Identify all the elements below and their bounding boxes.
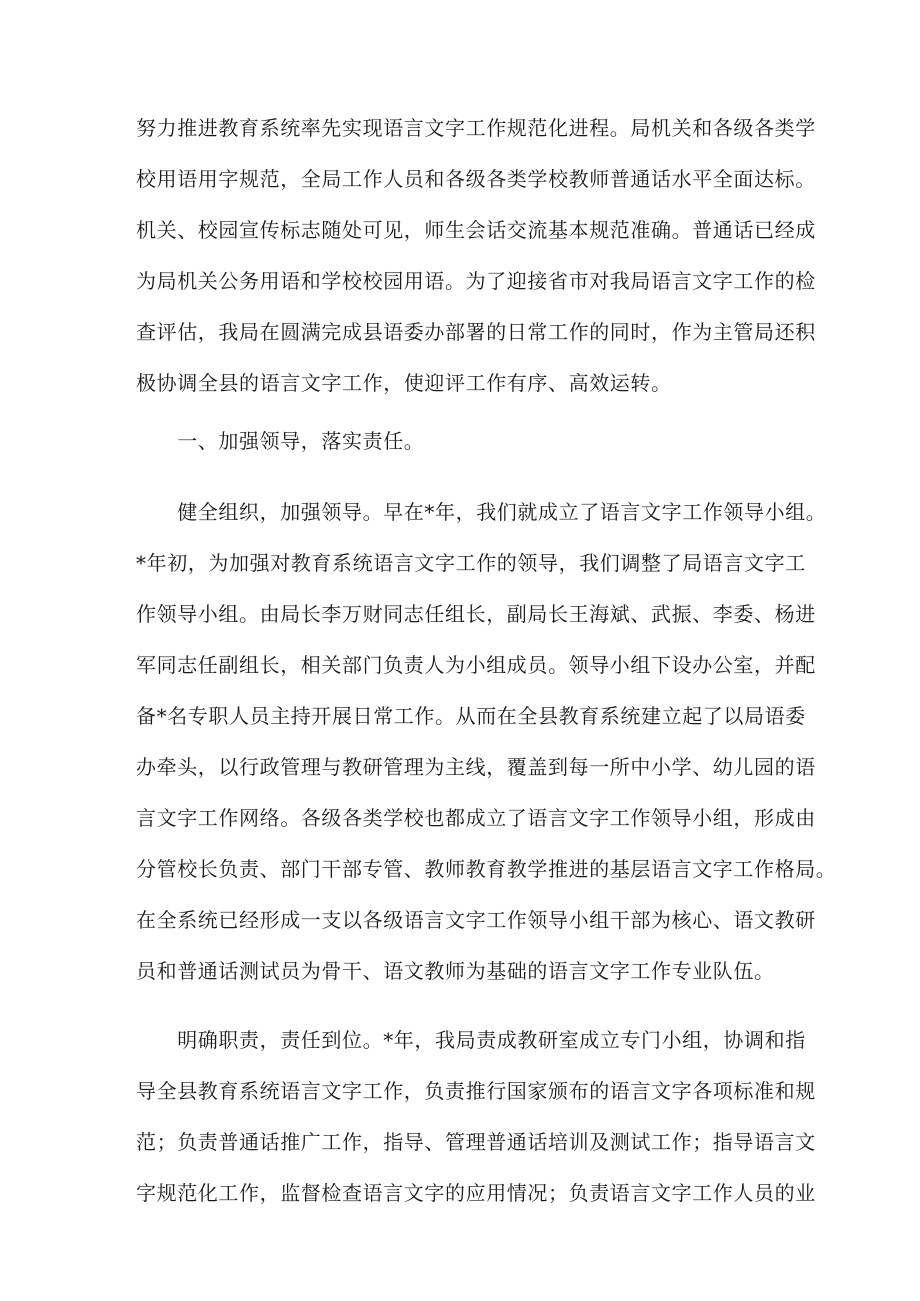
paragraph-line: 机关、校园宣传标志随处可见，师生会话交流基本规范准确。普通话已经成 bbox=[136, 218, 816, 242]
paragraph-line: 办牵头，以行政管理与教研管理为主线，覆盖到每一所中小学、幼儿园的语 bbox=[136, 755, 816, 779]
paragraph-line: 备*名专职人员主持开展日常工作。从而在全县教育系统建立起了以局语委 bbox=[136, 704, 806, 728]
paragraph-line: 努力推进教育系统率先实现语言文字工作规范化进程。局机关和各级各类学 bbox=[136, 116, 816, 140]
paragraph-line: 范；负责普通话推广工作，指导、管理普通话培训及测试工作；指导语言文 bbox=[136, 1130, 816, 1154]
paragraph-line: 健全组织，加强领导。早在*年，我们就成立了语言文字工作领导小组。 bbox=[136, 500, 827, 524]
paragraph-line: 作领导小组。由局长李万财同志任组长，副局长王海斌、武振、李委、杨进 bbox=[136, 602, 816, 626]
paragraph-line: 分管校长负责、部门干部专管、教师教育教学推进的基层语言文字工作格局。 bbox=[136, 857, 837, 881]
paragraph-line: 军同志任副组长，相关部门负责人为小组成员。领导小组下设办公室，并配 bbox=[136, 653, 816, 677]
paragraph-line: 极协调全县的语言文字工作，使迎评工作有序、高效运转。 bbox=[136, 371, 672, 395]
paragraph-line: 为局机关公务用语和学校校园用语。为了迎接省市对我局语言文字工作的检 bbox=[136, 269, 816, 293]
paragraph-line: 言文字工作网络。各级各类学校也都成立了语言文字工作领导小组，形成由 bbox=[136, 806, 816, 830]
paragraph-line: 导全县教育系统语言文字工作，负责推行国家颁布的语言文字各项标准和规 bbox=[136, 1079, 816, 1103]
paragraph-line: 校用语用字规范，全局工作人员和各级各类学校教师普通话水平全面达标。 bbox=[136, 167, 816, 191]
paragraph-line: 员和普通话测试员为骨干、语文教师为基础的语言文字工作专业队伍。 bbox=[136, 959, 775, 983]
paragraph-line: 字规范化工作，监督检查语言文字的应用情况；负责语言文字工作人员的业 bbox=[136, 1181, 816, 1205]
paragraph-line: *年初，为加强对教育系统语言文字工作的领导，我们调整了局语言文字工 bbox=[136, 551, 806, 575]
heading-line: 一、加强领导，落实责任。 bbox=[136, 429, 425, 453]
paragraph-line: 在全系统已经形成一支以各级语言文字工作领导小组干部为核心、语文教研 bbox=[136, 908, 816, 932]
paragraph-line: 查评估，我局在圆满完成县语委办部署的日常工作的同时，作为主管局还积 bbox=[136, 320, 816, 344]
paragraph-line: 明确职责，责任到位。*年，我局责成教研室成立专门小组，协调和指 bbox=[136, 1028, 806, 1052]
